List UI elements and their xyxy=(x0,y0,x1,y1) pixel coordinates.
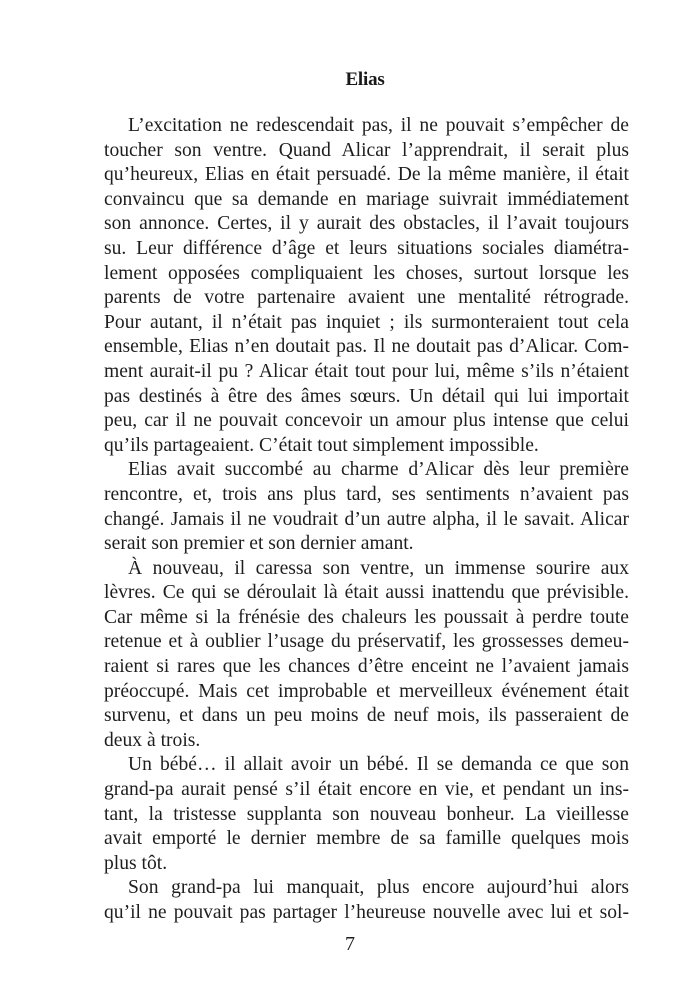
text-line: survenu, et dans un peu moins de neuf mois, ils passeraient de xyxy=(104,705,629,727)
text-line: qu’il ne pouvait pas partager l’heureuse nouvelle avec lui et sol- xyxy=(104,902,629,923)
text-line: deux à trois. xyxy=(104,729,201,751)
paragraph xyxy=(104,557,629,754)
text-line: Pour autant, il n’était pas inquiet ; ils surmonteraient tout cela xyxy=(104,311,629,333)
text-line: rencontre, et, trois ans plus tard, ses sentiments n’avaient pas xyxy=(104,483,629,505)
body-text xyxy=(104,114,629,926)
text-line: ensemble, Elias n’en doutait pas. Il ne doutait pas d’Alicar. Com- xyxy=(104,336,629,358)
text-line: Un bébé… il allait avoir un bébé. Il se demanda ce que son xyxy=(128,754,629,776)
text-line: À nouveau, il caressa son ventre, un immense sourire aux xyxy=(128,557,629,579)
text-line: qu’ils partageaient. C’était tout simplement impossible. xyxy=(104,434,539,456)
text-line: grand-pa aurait pensé s’il était encore en vie, et pendant un ins- xyxy=(104,779,629,801)
text-line: Car même si la frénésie des chaleurs les poussait à perdre toute xyxy=(104,606,629,628)
text-line: toucher son ventre. Quand Alicar l’apprendrait, il serait plus xyxy=(104,139,629,161)
text-line: tant, la tristesse supplanta son nouveau bonheur. La vieillesse xyxy=(104,803,629,825)
text-line: convaincu que sa demande en mariage suivrait immédiatement xyxy=(104,188,629,210)
text-line: changé. Jamais il ne voudrait d’un autre alpha, il le savait. Alicar xyxy=(104,508,629,530)
text-line: lèvres. Ce qui se déroulait là était aussi inattendu que prévisible. xyxy=(104,582,629,604)
text-line: L’excitation ne redescendait pas, il ne pouvait s’empêcher de xyxy=(128,115,629,136)
text-line: lement opposées compliquaient les choses, surtout lorsque les xyxy=(104,262,629,284)
text-line: préoccupé. Mais cet improbable et merveilleux événement était xyxy=(104,680,629,702)
text-line: son annonce. Certes, il y aurait des obstacles, il l’avait toujours xyxy=(104,213,629,235)
text-line: serait son premier et son dernier amant. xyxy=(104,533,414,555)
text-line: avait emporté le dernier membre de sa famille quelques mois xyxy=(104,828,629,850)
paragraph xyxy=(104,114,629,458)
paragraph xyxy=(104,753,629,876)
text-line: Elias avait succombé au charme d’Alicar dès leur première xyxy=(128,459,629,481)
text-line: plus tôt. xyxy=(104,852,168,874)
text-line: retenue et à oublier l’usage du préservatif, les grossesses demeu- xyxy=(104,631,629,653)
page-number: 7 xyxy=(345,933,355,955)
text-line: parents de votre partenaire avaient une mentalité rétrograde. xyxy=(104,287,629,309)
text-line: qu’heureux, Elias en était persuadé. De la même manière, il était xyxy=(104,164,629,186)
text-line: Son grand-pa lui manquait, plus encore aujourd’hui alors xyxy=(128,877,629,899)
chapter-title: Elias xyxy=(345,69,385,90)
text-line: pas destinés à être des âmes sœurs. Un détail qui lui importait xyxy=(104,385,629,407)
paragraph xyxy=(104,876,629,925)
text-line: peu, car il ne pouvait concevoir un amour plus intense que celui xyxy=(104,410,629,432)
text-line: su. Leur différence d’âge et leurs situations sociales diamétra- xyxy=(104,237,629,259)
text-line: ment aurait-il pu ? Alicar était tout pour lui, même s’ils n’étaient xyxy=(104,360,629,382)
text-line: raient si rares que les chances d’être enceint ne l’avaient jamais xyxy=(104,656,629,678)
paragraph xyxy=(104,458,629,556)
